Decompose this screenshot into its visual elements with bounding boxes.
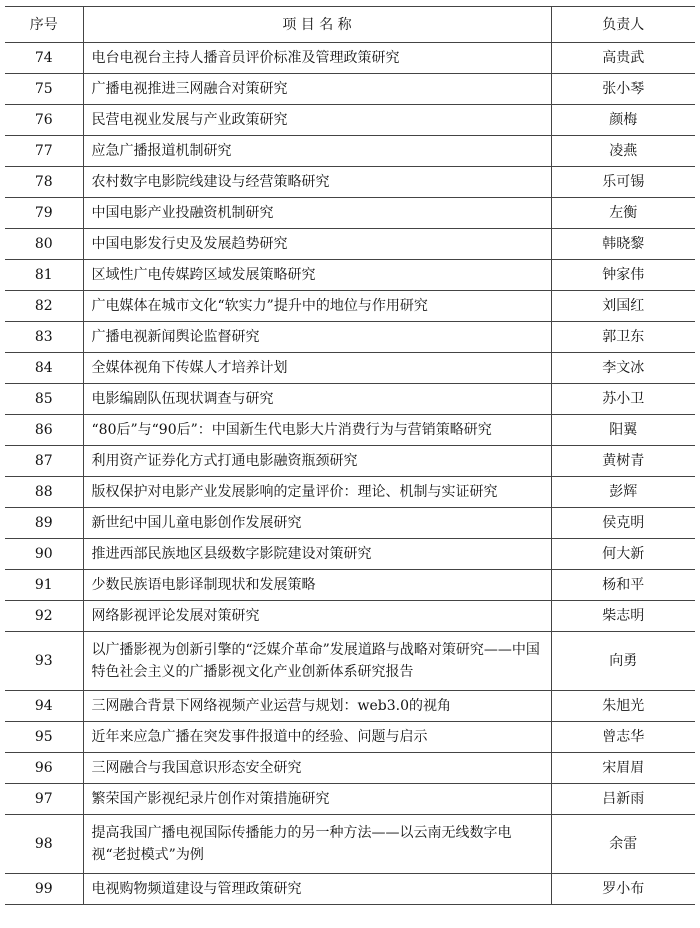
- table-row: [5, 632, 695, 691]
- table-row: [5, 874, 695, 905]
- project-table: [5, 6, 695, 905]
- row-name: 版权保护对电影产业发展影响的定量评价：理论、机制与实证研究: [83, 477, 551, 508]
- row-name: 推进西部民族地区县级数字影院建设对策研究: [83, 539, 551, 570]
- table-row: [5, 539, 695, 570]
- row-owner: 郭卫东: [551, 322, 695, 353]
- row-owner: 韩晓黎: [551, 229, 695, 260]
- row-seq: 76: [5, 105, 83, 136]
- row-name: 电台电视台主持人播音员评价标准及管理政策研究: [83, 43, 551, 74]
- row-owner: 朱旭光: [551, 691, 695, 722]
- row-name: 中国电影发行史及发展趋势研究: [83, 229, 551, 260]
- table-row: [5, 815, 695, 874]
- row-owner: 彭辉: [551, 477, 695, 508]
- row-seq: 74: [5, 43, 83, 74]
- row-name: 繁荣国产影视纪录片创作对策措施研究: [83, 784, 551, 815]
- table-row: [5, 167, 695, 198]
- row-name: 中国电影产业投融资机制研究: [83, 198, 551, 229]
- table-row: [5, 43, 695, 74]
- row-seq: 82: [5, 291, 83, 322]
- row-name: “80后”与“90后”：中国新生代电影大片消费行为与营销策略研究: [83, 415, 551, 446]
- row-owner: 罗小布: [551, 874, 695, 905]
- table-row: [5, 105, 695, 136]
- row-owner: 余雷: [551, 815, 695, 874]
- row-seq: 96: [5, 753, 83, 784]
- row-owner: 吕新雨: [551, 784, 695, 815]
- row-seq: 98: [5, 815, 83, 874]
- row-seq: 86: [5, 415, 83, 446]
- row-owner: 凌燕: [551, 136, 695, 167]
- row-owner: 左衡: [551, 198, 695, 229]
- row-name: 广播电视推进三网融合对策研究: [83, 74, 551, 105]
- row-owner: 侯克明: [551, 508, 695, 539]
- table-row: [5, 415, 695, 446]
- row-name: 农村数字电影院线建设与经营策略研究: [83, 167, 551, 198]
- row-owner: 何大新: [551, 539, 695, 570]
- row-owner: 乐可锡: [551, 167, 695, 198]
- row-name: 应急广播报道机制研究: [83, 136, 551, 167]
- table-row: [5, 446, 695, 477]
- table-body: [5, 43, 695, 905]
- row-seq: 94: [5, 691, 83, 722]
- row-seq: 79: [5, 198, 83, 229]
- row-name: 提高我国广播电视国际传播能力的另一种方法——以云南无线数字电视“老挝模式”为例: [83, 815, 551, 874]
- row-owner: 柴志明: [551, 601, 695, 632]
- row-name: 三网融合与我国意识形态安全研究: [83, 753, 551, 784]
- row-owner: 曾志华: [551, 722, 695, 753]
- row-owner: 苏小卫: [551, 384, 695, 415]
- row-name: 近年来应急广播在突发事件报道中的经验、问题与启示: [83, 722, 551, 753]
- table-row: [5, 722, 695, 753]
- row-owner: 李文冰: [551, 353, 695, 384]
- table-row: [5, 291, 695, 322]
- table-row: [5, 136, 695, 167]
- row-seq: 99: [5, 874, 83, 905]
- row-name: 以广播影视为创新引擎的“泛媒介革命”发展道路与战略对策研究——中国特色社会主义的广播影视文化产业创新体系研究报告: [83, 632, 551, 691]
- row-owner: 阳翼: [551, 415, 695, 446]
- row-name: 电视购物频道建设与管理政策研究: [83, 874, 551, 905]
- row-owner: 颜梅: [551, 105, 695, 136]
- row-name: 区域性广电传媒跨区域发展策略研究: [83, 260, 551, 291]
- row-owner: 刘国红: [551, 291, 695, 322]
- row-seq: 81: [5, 260, 83, 291]
- table-row: [5, 74, 695, 105]
- row-seq: 87: [5, 446, 83, 477]
- table-row: [5, 384, 695, 415]
- table-row: [5, 260, 695, 291]
- header-owner: 负责人: [551, 7, 695, 43]
- table-row: [5, 322, 695, 353]
- row-seq: 84: [5, 353, 83, 384]
- row-seq: 92: [5, 601, 83, 632]
- table-row: [5, 753, 695, 784]
- row-owner: 杨和平: [551, 570, 695, 601]
- table-row: [5, 570, 695, 601]
- row-owner: 张小琴: [551, 74, 695, 105]
- table-row: [5, 601, 695, 632]
- row-name: 三网融合背景下网络视频产业运营与规划：web3.0的视角: [83, 691, 551, 722]
- row-name: 全媒体视角下传媒人才培养计划: [83, 353, 551, 384]
- row-owner: 黄树青: [551, 446, 695, 477]
- row-seq: 91: [5, 570, 83, 601]
- row-seq: 80: [5, 229, 83, 260]
- row-seq: 78: [5, 167, 83, 198]
- row-owner: 高贵武: [551, 43, 695, 74]
- row-seq: 88: [5, 477, 83, 508]
- table-row: [5, 784, 695, 815]
- row-seq: 83: [5, 322, 83, 353]
- row-seq: 77: [5, 136, 83, 167]
- header-name: 项 目 名 称: [83, 7, 551, 43]
- table-row: [5, 229, 695, 260]
- row-name: 电影编剧队伍现状调查与研究: [83, 384, 551, 415]
- row-owner: 向勇: [551, 632, 695, 691]
- row-seq: 95: [5, 722, 83, 753]
- row-name: 少数民族语电影译制现状和发展策略: [83, 570, 551, 601]
- row-name: 广电媒体在城市文化“软实力”提升中的地位与作用研究: [83, 291, 551, 322]
- table-row: [5, 691, 695, 722]
- row-name: 利用资产证券化方式打通电影融资瓶颈研究: [83, 446, 551, 477]
- table-row: [5, 353, 695, 384]
- row-seq: 93: [5, 632, 83, 691]
- row-seq: 85: [5, 384, 83, 415]
- row-owner: 宋眉眉: [551, 753, 695, 784]
- row-seq: 97: [5, 784, 83, 815]
- header-seq: 序号: [5, 7, 83, 43]
- row-seq: 90: [5, 539, 83, 570]
- row-name: 广播电视新闻舆论监督研究: [83, 322, 551, 353]
- row-name: 网络影视评论发展对策研究: [83, 601, 551, 632]
- row-owner: 钟家伟: [551, 260, 695, 291]
- row-name: 新世纪中国儿童电影创作发展研究: [83, 508, 551, 539]
- row-seq: 75: [5, 74, 83, 105]
- row-seq: 89: [5, 508, 83, 539]
- table-row: [5, 198, 695, 229]
- table-row: [5, 508, 695, 539]
- table-header: [5, 7, 695, 43]
- table-row: [5, 477, 695, 508]
- row-name: 民营电视业发展与产业政策研究: [83, 105, 551, 136]
- header-row: [5, 7, 695, 43]
